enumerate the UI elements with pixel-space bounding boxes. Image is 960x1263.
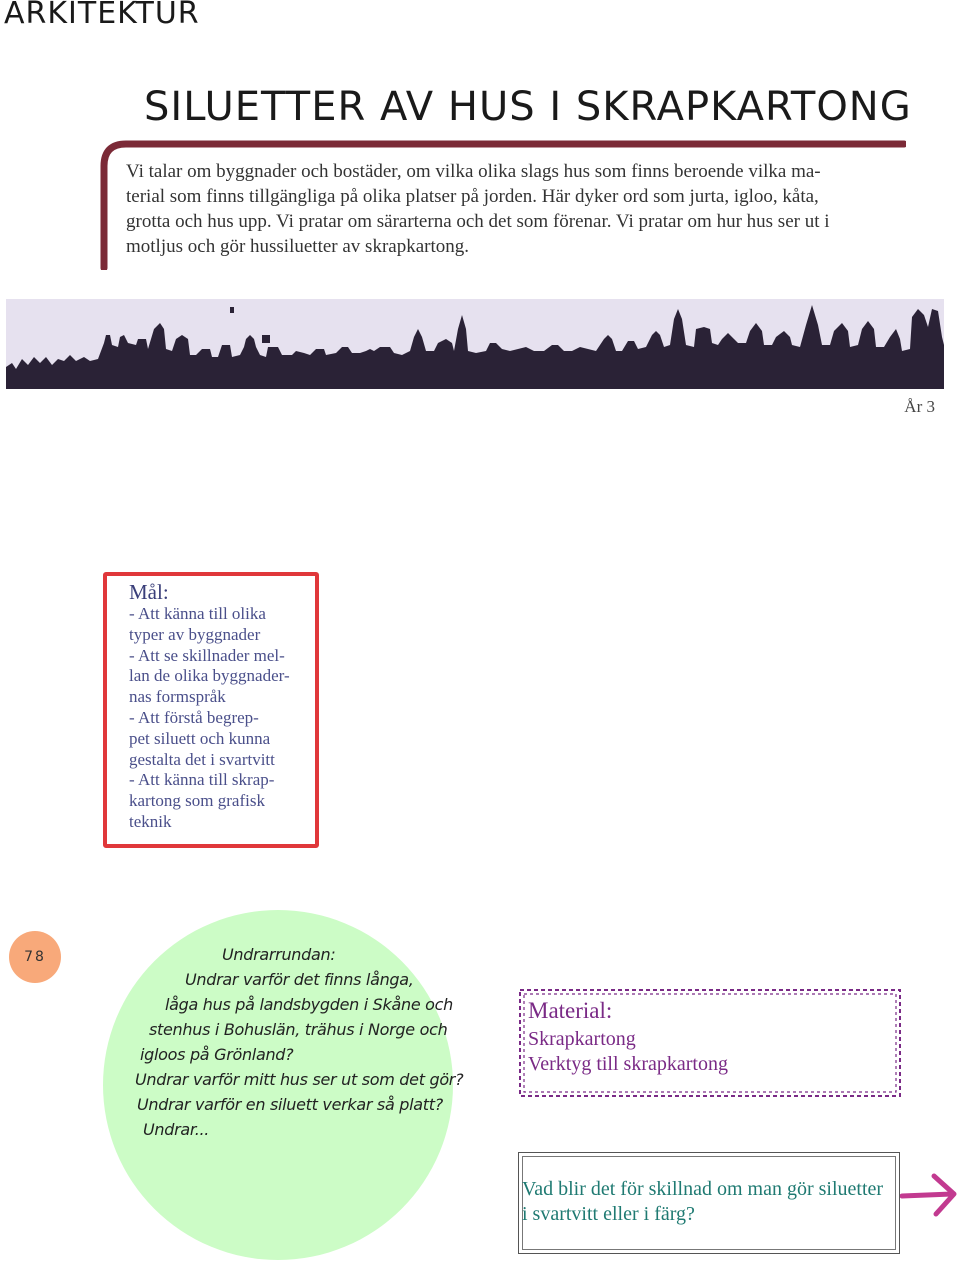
question-line: i svartvitt eller i färg? [522,1203,695,1225]
intro-line: motljus och gör hussiluetter av skrapkartong. [126,236,469,257]
goals-list [129,604,309,833]
goal-line: lan de olika byggnader- [129,666,290,686]
goals-box [103,572,319,848]
goal-line: teknik [129,811,172,831]
goals-title: Mål: [129,580,169,604]
grade-label: År 3 [904,397,935,416]
wonder-line: Undrar varför det finns långa, [185,970,414,989]
goal-line: - Att se skillnader mel- [129,645,285,665]
wonder-line: Undrar... [143,1120,210,1139]
section-label: ARKITEKTUR [4,0,200,31]
intro-line: terial som finns tillgängliga på olika platser på jorden. Här dyker ord som jurta, igloo, kåta, [126,186,819,207]
wonder-line: Undrar varför mitt hus ser ut som det gör? [135,1070,464,1089]
goal-line: gestalta det i svartvitt [129,749,275,769]
arrow-right-icon [900,1170,960,1220]
material-item: Skrapkartong [528,1028,636,1050]
goal-line: nas formspråk [129,687,226,707]
wonder-line: låga hus på landsbygden i Skåne och [165,995,453,1014]
wonder-line: stenhus i Bohuslän, trähus i Norge och [149,1020,448,1039]
question-line: Vad blir det för skillnad om man gör siluetter [522,1178,884,1200]
wonder-line: igloos på Grönland? [140,1045,294,1064]
goal-line: pet siluett och kunna [129,728,271,748]
intro-line: grotta och hus upp. Vi pratar om särarterna och det som förenar. Vi pratar om hur hus ser ut i [126,211,830,232]
goal-line: kartong som grafisk [129,791,265,811]
page-number-badge: 78 [9,931,61,983]
material-item: Verktyg till skrapkartong [528,1053,728,1075]
goal-line: - Att känna till skrap- [129,770,275,790]
page-title: SILUETTER AV HUS I SKRAPKARTONG [144,84,912,130]
skyline-illustration [6,299,944,389]
material-title: Material: [528,998,613,1023]
intro-text [126,159,906,259]
goal-line: typer av byggnader [129,624,261,644]
intro-line: Vi talar om byggnader och bostäder, om vilka olika slags hus som finns beroende vilka ma- [126,161,821,182]
goal-line: - Att känna till olika [129,604,266,623]
wonder-heading: Undrarrundan: [222,945,336,964]
wonder-line: Undrar varför en siluett verkar så platt? [137,1095,443,1114]
goal-line: - Att förstå begrep- [129,707,259,727]
